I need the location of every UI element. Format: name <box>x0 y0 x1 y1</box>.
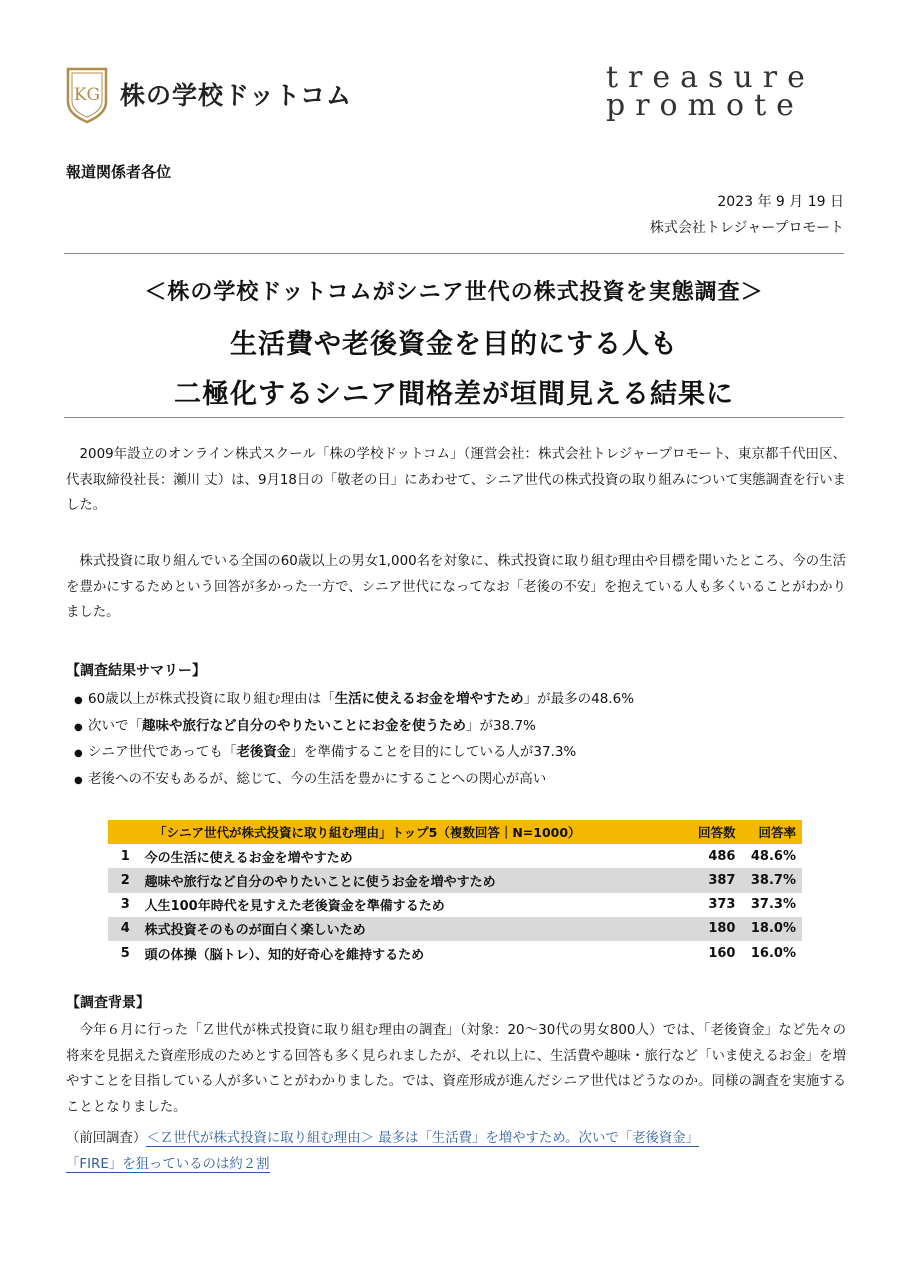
release-date: 2023 年 9 月 19 日 <box>717 194 844 210</box>
partner-logo-line2: promote <box>606 88 804 123</box>
divider-top <box>64 253 844 254</box>
count-header: 回答数 <box>680 820 741 844</box>
partner-logo-line1: treasure <box>606 60 815 95</box>
reason-label: 株式投資そのものが面白く楽しいため <box>143 917 681 941</box>
rate: 16.0% <box>750 945 796 961</box>
background-paragraph: 今年６月に行った「Ｚ世代が株式投資に取り組む理由の調査」（対象：20〜30代の男女800人）では、「老後資金」など先々の将来を見据えた資産形成のためとする回答も多く見られましたが、それ以上に、生活費や趣味・旅行など「いま使えるお金」を増やすことを目指している人が多いことがわかりました。では、資産形成が進んだシニア世代はどうなのか。同様の調査を実施することとなりました。 <box>66 1023 846 1115</box>
background-heading: 【調査背景】 <box>66 995 150 1011</box>
summary-heading: 【調査結果サマリー】 <box>66 663 206 679</box>
table-header-row <box>108 820 802 844</box>
rank: 1 <box>120 848 130 864</box>
summary-item: ● 60歳以上が株式投資に取り組む理由は「生活に使えるお金を増やすため」が最多の48.6% <box>74 686 834 713</box>
count: 486 <box>708 848 736 864</box>
previous-survey-link-cont[interactable]: 「FIRE」を狙っているのは約２割 <box>66 1157 270 1172</box>
title-line-3: 二極化するシニア間格差が垣間見える結果に <box>174 379 734 410</box>
bullet-icon: ● <box>74 748 83 759</box>
count: 180 <box>680 917 741 941</box>
summary-list <box>74 686 834 792</box>
addressee: 報道関係者各位 <box>66 163 172 181</box>
rank: 4 <box>108 917 143 941</box>
divider-title-bottom <box>64 417 844 418</box>
issuer-company: 株式会社トレジャープロモート <box>649 220 844 236</box>
title-line-2: 生活費や老後資金を目的にする人も <box>230 329 678 360</box>
rank: 5 <box>120 945 130 961</box>
rate: 48.6% <box>750 848 796 864</box>
intro-paragraph-2: 株式投資に取り組んでいる全国の60歳以上の男女1,000名を対象に、株式投資に取り組む理由や目標を聞いたところ、今の生活を豊かにするためという回答が多かった一方で、シニア世代になってなお「老後の不安」を抱えている人も多くいることがわかりました。 <box>66 554 846 620</box>
summary-item: ● 老後への不安もあるが、総じて、今の生活を豊かにすることへの関心が高い <box>74 766 834 793</box>
logo-text: KG <box>73 85 101 105</box>
rate-header: 回答率 <box>741 820 802 844</box>
rate: 18.0% <box>741 917 802 941</box>
count: 373 <box>708 897 736 913</box>
bullet-icon: ● <box>74 695 83 706</box>
bullet-icon: ● <box>74 721 83 733</box>
table-row <box>108 941 802 965</box>
rate: 37.3% <box>750 897 796 913</box>
reason-label: 趣味や旅行など自分のやりたいことに使うお金を増やすため <box>143 868 681 892</box>
treasure-promote-logo <box>606 60 832 123</box>
summary-item: ● 次いで「趣味や旅行など自分のやりたいことにお金を使うため」が38.7% <box>74 713 834 740</box>
kg-logo-emblem-icon <box>64 66 110 124</box>
table-row <box>108 917 802 941</box>
reason-label: 頭の体操（脳トレ）、知的好奇心を維持するため <box>144 947 425 963</box>
intro-paragraph-1: 2009年設立のオンライン株式スクール「株の学校ドットコム」（運営会社：株式会社トレジャープロモート、東京都千代田区、代表取締役社長：瀬川 丈）は、9月18日の「敬老の日」にあわせて、シニア世代の株式投資の取り組みについて実態調査を行いました。 <box>66 447 846 513</box>
table-row <box>108 893 802 917</box>
previous-survey-label: （前回調査） <box>66 1131 147 1146</box>
table-title: 「シニア世代が株式投資に取り組む理由」トップ5（複数回答｜N=1000） <box>108 820 680 844</box>
table-row <box>108 868 802 892</box>
table-row <box>108 844 802 868</box>
rank: 2 <box>108 868 143 892</box>
count: 387 <box>680 868 741 892</box>
brand-name: 株の学校ドットコム <box>120 81 353 110</box>
bullet-icon: ● <box>74 774 83 786</box>
reason-label: 今の生活に使えるお金を増やすため <box>144 850 353 866</box>
reason-label: 人生100年時代を見すえた老後資金を準備するため <box>144 899 445 915</box>
previous-survey <box>66 1126 846 1178</box>
previous-survey-link[interactable]: ＜Ｚ世代が株式投資に取り組む理由＞ 最多は「生活費」を増やすため。次いで「老後資金」 <box>146 1131 700 1146</box>
summary-item: ● シニア世代であっても「老後資金」を準備することを目的にしている人が37.3% <box>74 739 834 766</box>
rank: 3 <box>120 897 130 913</box>
title-line-1: ＜株の学校ドットコムがシニア世代の株式投資を実態調査＞ <box>144 280 764 305</box>
rate: 38.7% <box>741 868 802 892</box>
count: 160 <box>708 945 736 961</box>
reasons-table <box>108 820 802 965</box>
